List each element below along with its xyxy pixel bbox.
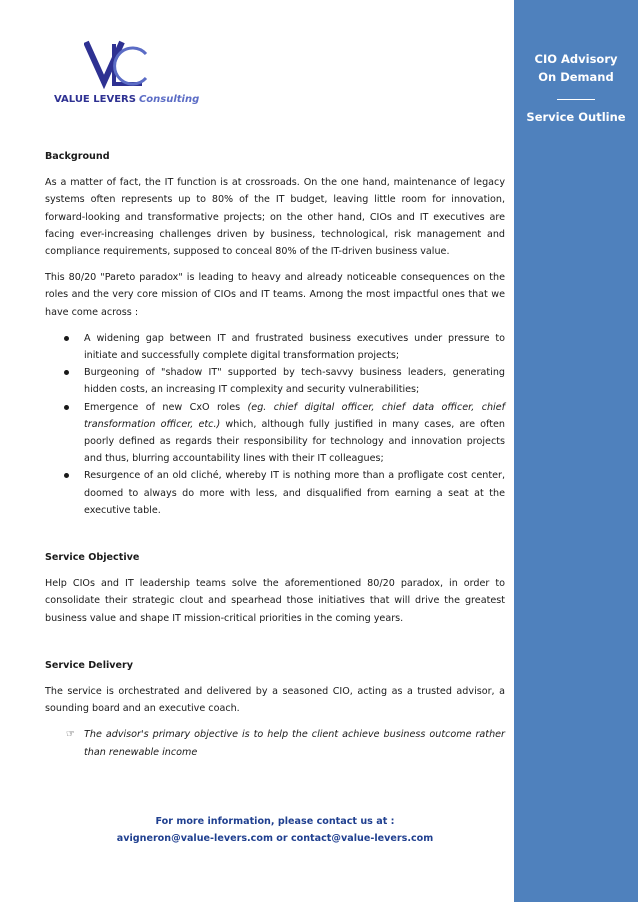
footer-contact-emails: avigneron@value-levers.com or contact@value-levers.com (116, 833, 434, 844)
list-item-examples: (eg. chief digital officer, chief data officer, chief transformation officer, etc.) (84, 401, 505, 430)
list-item-text: Burgeoning of "shadow IT" supported by tech-savvy business leaders, generating hidden costs, an increasing IT complexity and security vulnerabilities; (84, 367, 505, 396)
objective-heading: Service Objective (45, 552, 140, 564)
list-item-text: A widening gap between IT and frustrated business executives under pressure to initiate and successfully complete digital transformation projects; (84, 332, 505, 362)
sidebar-title-line1: CIO Advisory (534, 52, 618, 66)
document-body (45, 148, 505, 761)
list-item (45, 467, 505, 519)
delivery-paragraph: The service is orchestrated and delivered by a seasoned CIO, acting as a trusted advisor, a sounding board and an executive coach. (45, 686, 505, 715)
objective-paragraph: Help CIOs and IT leadership teams solve the aforementioned 80/20 paradox, in order to consolidate their strategic clout and spearhead those initiatives that will drive the greatest business value and shape IT mission-critical priorities in the coming years. (45, 578, 505, 624)
delivery-section (45, 657, 505, 761)
vlc-monogram (84, 40, 154, 90)
list-item (45, 330, 505, 364)
sidebar-title (514, 50, 638, 86)
bullet-icon (64, 370, 69, 375)
background-heading: Background (45, 151, 110, 162)
sidebar-panel (514, 0, 638, 902)
objective-section (45, 549, 505, 627)
bullet-icon (64, 473, 69, 478)
delivery-note-text: The advisor's primary objective is to help the client achieve business outcome rather than renewable income (84, 729, 505, 758)
logo-consulting: Consulting (138, 94, 200, 105)
bullet-icon (64, 336, 69, 341)
sidebar-divider (557, 99, 595, 100)
logo-wordmark (54, 94, 199, 105)
list-item (45, 399, 505, 468)
contact-footer (45, 813, 505, 847)
list-item-text-end: which, although fully justified in many cases, are often poorly defined as regards their responsibility for technology and innovation projects and thus, blurring accountability lines with their IT colleagues; (84, 418, 505, 465)
bullet-icon (64, 405, 69, 410)
background-paragraph-1: As a matter of fact, the IT function is at crossroads. On the one hand, maintenance of legacy systems often represents up to 80% of the IT budget, leaving little room for innovation, forward-looking and transformative projects; on the other hand, CIOs and IT executives are facing ever-increasing challenges driven by business, technological, risk management and compliance requirements, supposed to conceal 80% of the IT-driven business value. (45, 177, 505, 258)
consequences-list (45, 330, 505, 519)
delivery-heading: Service Delivery (45, 659, 134, 671)
list-item-text: Resurgence of an old cliché, whereby IT is nothing more than a profligate cost center, doomed to always do more with less, and disqualified from earning a seat at the executive table. (84, 470, 505, 516)
company-logo (54, 40, 204, 110)
logo-company-name: VALUE LEVERS (54, 94, 136, 105)
delivery-note (45, 726, 505, 760)
pointing-hand-icon: ☞ (66, 729, 75, 741)
sidebar-title-line2: On Demand (538, 70, 614, 84)
list-item (45, 364, 505, 398)
list-item-text-start: Emergence of new CxO roles (84, 401, 248, 413)
background-paragraph-2: This 80/20 "Pareto paradox" is leading to heavy and already noticeable consequences on the roles and the very core mission of CIOs and IT teams. Among the most impactful ones that we have come across : (45, 272, 505, 318)
sidebar-subtitle: Service Outline (526, 110, 626, 124)
footer-line-1: For more information, please contact us at : (155, 816, 395, 827)
